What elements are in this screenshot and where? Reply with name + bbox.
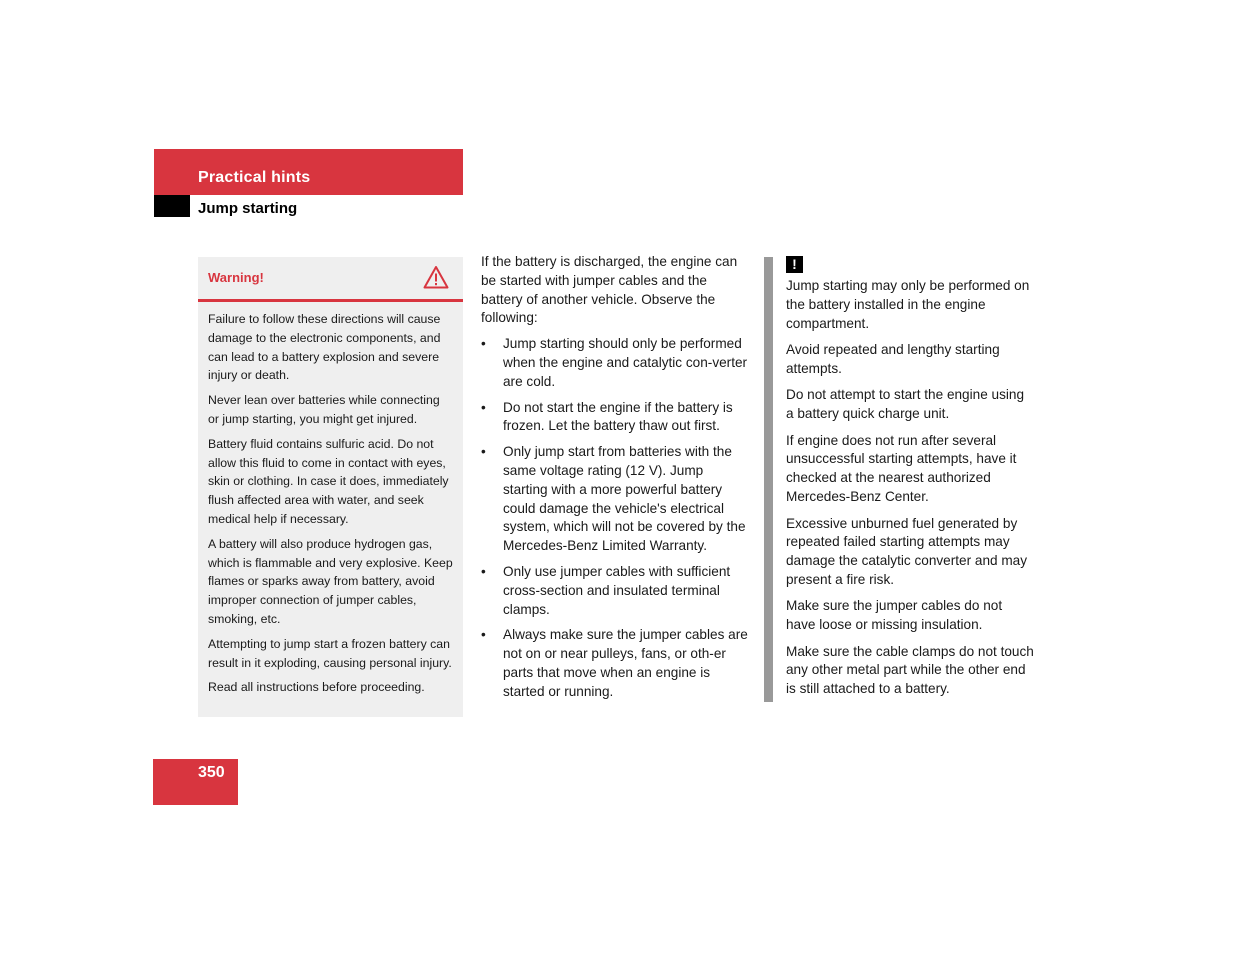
bullet-icon: •	[481, 563, 486, 579]
page-number: 350	[198, 764, 225, 781]
notice-paragraph: Do not attempt to start the engine using a battery quick charge unit.	[786, 387, 1025, 422]
list-item-text: Jump starting should only be performed when the engine and catalytic con-verter are cold.	[503, 336, 748, 389]
notice-paragraph: Make sure the cable clamps do not touch any other metal part while the other end is still attached to a battery.	[786, 643, 1034, 697]
notice-paragraph: Avoid repeated and lengthy starting attempts.	[786, 342, 1000, 376]
warning-paragraph: A battery will also produce hydrogen gas, which is flammable and very explosive. Keep flames or sparks away from battery, avoid improper connection of jumper cables, smoking, etc.	[208, 536, 453, 626]
warning-paragraph: Attempting to jump start a frozen battery can result in it exploding, causing personal injury.	[208, 636, 452, 670]
page-number-box	[153, 759, 238, 805]
warning-body	[198, 302, 463, 697]
section-title: Practical hints	[198, 169, 311, 186]
warning-triangle-icon	[423, 265, 449, 289]
instruction-list	[481, 335, 751, 701]
bullet-icon: •	[481, 399, 486, 415]
list-item-text: Do not start the engine if the battery is frozen. Let the battery thaw out first.	[503, 399, 733, 434]
notice-paragraph: Make sure the jumper cables do not have loose or missing insulation.	[786, 598, 1003, 633]
list-item-text: Only use jumper cables with sufficient cross-section and insulated terminal clamps.	[503, 563, 731, 617]
list-item	[481, 563, 751, 619]
subsection-title: Jump starting	[198, 200, 298, 217]
warning-box	[198, 257, 463, 717]
list-item	[481, 335, 751, 391]
list-item-text: Always make sure the jumper cables are not on or near pulleys, fans, or oth-er parts that move when an engine is started or running.	[503, 627, 748, 699]
subsection-marker	[154, 195, 190, 217]
notice-paragraph: Excessive unburned fuel generated by repeated failed starting attempts may damage the catalytic converter and may present a fire risk.	[786, 515, 1028, 587]
warning-title: Warning!	[208, 270, 264, 285]
intro-paragraph: If the battery is discharged, the engine can be started with jumper cables and the battery of another vehicle. Observe the following:	[481, 254, 738, 326]
notice-paragraph: Jump starting may only be performed on the battery installed in the engine compartment.	[786, 278, 1030, 331]
main-column	[481, 253, 751, 709]
bullet-icon: •	[481, 444, 486, 460]
list-item	[481, 399, 751, 437]
warning-paragraph: Read all instructions before proceeding.	[208, 680, 425, 695]
warning-paragraph: Battery fluid contains sulfuric acid. Do not allow this fluid to come in contact with eyes, skin or clothing. In case it does, immediately flush affected area with water, and seek medical help if necessary.	[208, 436, 449, 526]
list-item-text: Only jump start from batteries with the same voltage rating (12 V). Jump starting with a more powerful battery could damage the vehicle's electrical system, which will not be covered by the Mercedes-Benz Limited Warranty.	[503, 444, 746, 554]
warning-paragraph: Failure to follow these directions will cause damage to the electronic components, and can lead to a battery explosion and severe injury or death.	[208, 312, 441, 383]
list-item	[481, 626, 751, 701]
warning-paragraph: Never lean over batteries while connecting or jump starting, you might get injured.	[208, 393, 440, 426]
notice-side-bar	[764, 257, 773, 702]
notice-column	[786, 277, 1034, 707]
bullet-icon: •	[481, 627, 486, 643]
warning-header	[198, 257, 463, 302]
exclamation-icon: !	[786, 256, 803, 273]
list-item	[481, 443, 751, 556]
notice-paragraph: If engine does not run after several unsuccessful starting attempts, have it checked at the nearest authorized Mercedes-Benz Center.	[786, 432, 1017, 505]
bullet-icon: •	[481, 336, 486, 352]
